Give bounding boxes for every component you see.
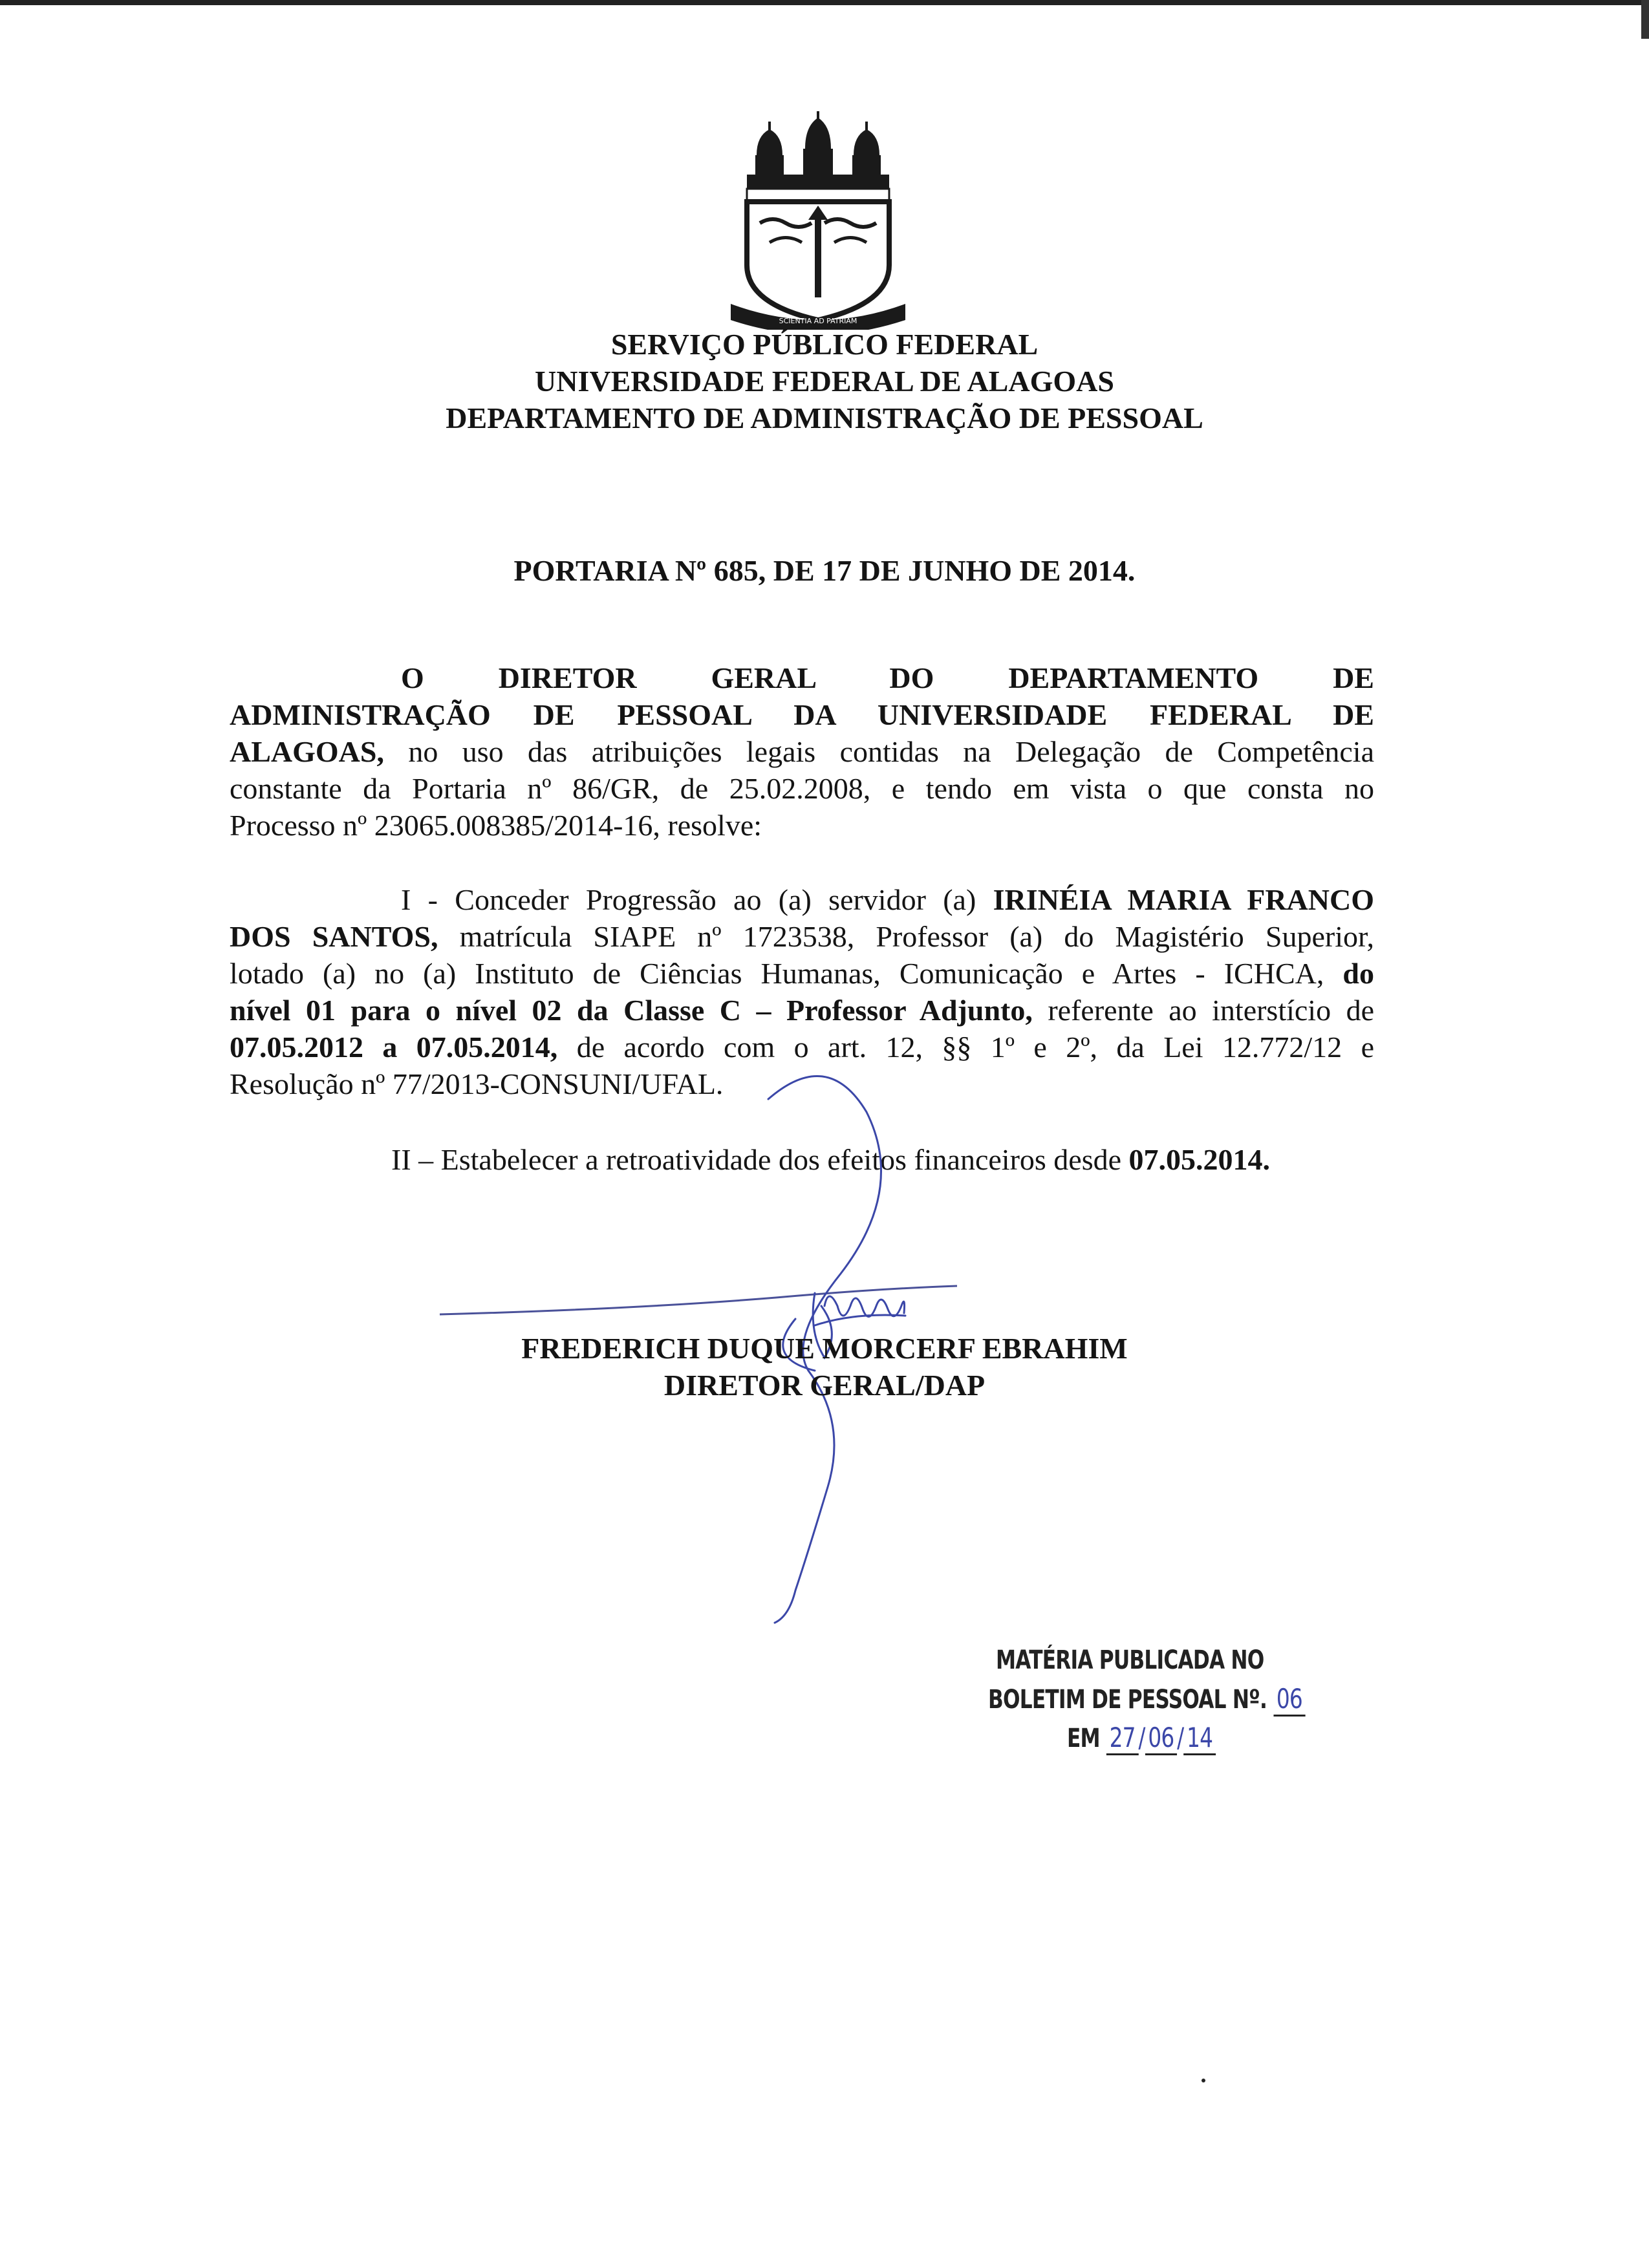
intro-line-2: ADMINISTRAÇÃO DE PESSOAL DA UNIVERSIDADE FEDERAL DE bbox=[230, 698, 1374, 731]
retroactive-date: 07.05.2014. bbox=[1128, 1143, 1271, 1176]
stamp-date-year: 14 bbox=[1183, 1722, 1215, 1755]
signer-name: FREDERICH DUQUE MORCERF EBRAHIM bbox=[521, 1332, 1128, 1365]
article-1-line-3 bbox=[230, 955, 1374, 992]
header-department: DEPARTAMENTO DE ADMINISTRAÇÃO DE PESSOAL bbox=[446, 401, 1203, 434]
servant-name-part1: IRINÉIA MARIA FRANCO bbox=[993, 883, 1374, 916]
stamp-line-1: MATÉRIA PUBLICADA NO bbox=[996, 1645, 1264, 1675]
header-federal-service: SERVIÇO PÚBLICO FEDERAL bbox=[610, 328, 1039, 361]
legal-basis: de acordo com o art. 12, §§ 1º e 2º, da Lei 12.772/12 e bbox=[557, 1031, 1374, 1064]
stamp-line-3: EM 27 / 06 / 14 bbox=[1067, 1722, 1216, 1755]
intro-line-3 bbox=[230, 733, 1374, 770]
servant-unit: lotado (a) no (a) Instituto de Ciências Humanas, Comunicação e Artes - ICHCA, bbox=[230, 957, 1343, 990]
progression-from: do bbox=[1342, 957, 1374, 990]
intro-line-3-text: no uso das atribuições legais contidas na Delegação de Competência bbox=[383, 735, 1374, 768]
intro-institution: ALAGOAS, bbox=[230, 735, 384, 768]
signer-role: DIRETOR GERAL/DAP bbox=[663, 1369, 986, 1402]
interstice-label: referente ao interstício de bbox=[1032, 994, 1374, 1027]
article-1-line-6: Resolução nº 77/2013-CONSUNI/UFAL. bbox=[230, 1067, 724, 1100]
article-1-line-4 bbox=[230, 992, 1374, 1029]
scan-speck bbox=[1202, 2079, 1205, 2082]
stamp-bulletin-number: 06 bbox=[1273, 1683, 1305, 1717]
stamp-line-2 bbox=[988, 1683, 1306, 1717]
scan-border-right bbox=[1641, 0, 1649, 39]
stamp-bulletin-label: BOLETIM DE PESSOAL Nº. bbox=[988, 1685, 1267, 1715]
ufal-coat-of-arms-icon bbox=[731, 110, 905, 330]
intro-line-1: O DIRETOR GERAL DO DEPARTAMENTO DE bbox=[401, 661, 1374, 694]
intro-line-5: Processo nº 23065.008385/2014-16, resolve: bbox=[230, 809, 762, 842]
scan-border-top bbox=[0, 0, 1649, 5]
article-1-text: I - Conceder Progressão ao (a) servidor (a) bbox=[401, 883, 993, 916]
servant-name-part2: DOS SANTOS, bbox=[230, 920, 438, 953]
portaria-title: PORTARIA Nº 685, DE 17 DE JUNHO DE 2014. bbox=[513, 554, 1136, 587]
stamp-date-month: 06 bbox=[1145, 1722, 1177, 1755]
coat-of-arms-motto: SCIENTIA AD PATRIAM bbox=[779, 317, 857, 325]
stamp-date-day: 27 bbox=[1106, 1722, 1138, 1755]
article-2-text: II – Estabelecer a retroatividade dos efeitos financeiros desde bbox=[391, 1143, 1129, 1176]
article-1-line-2 bbox=[230, 918, 1374, 955]
header-university: UNIVERSIDADE FEDERAL DE ALAGOAS bbox=[535, 365, 1114, 398]
interstice-period: 07.05.2012 a 07.05.2014, bbox=[230, 1031, 558, 1064]
article-1-line-1 bbox=[230, 881, 1374, 918]
stamp-date-label: EM bbox=[1067, 1724, 1100, 1753]
progression-level: nível 01 para o nível 02 da Classe C – Professor Adjunto, bbox=[230, 994, 1033, 1027]
servant-registration: matrícula SIAPE nº 1723538, Professor (a) do Magistério Superior, bbox=[438, 920, 1374, 953]
intro-line-4: constante da Portaria nº 86/GR, de 25.02.2008, e tendo em vista o que consta no bbox=[230, 772, 1374, 805]
publication-stamp bbox=[988, 1645, 1345, 1768]
